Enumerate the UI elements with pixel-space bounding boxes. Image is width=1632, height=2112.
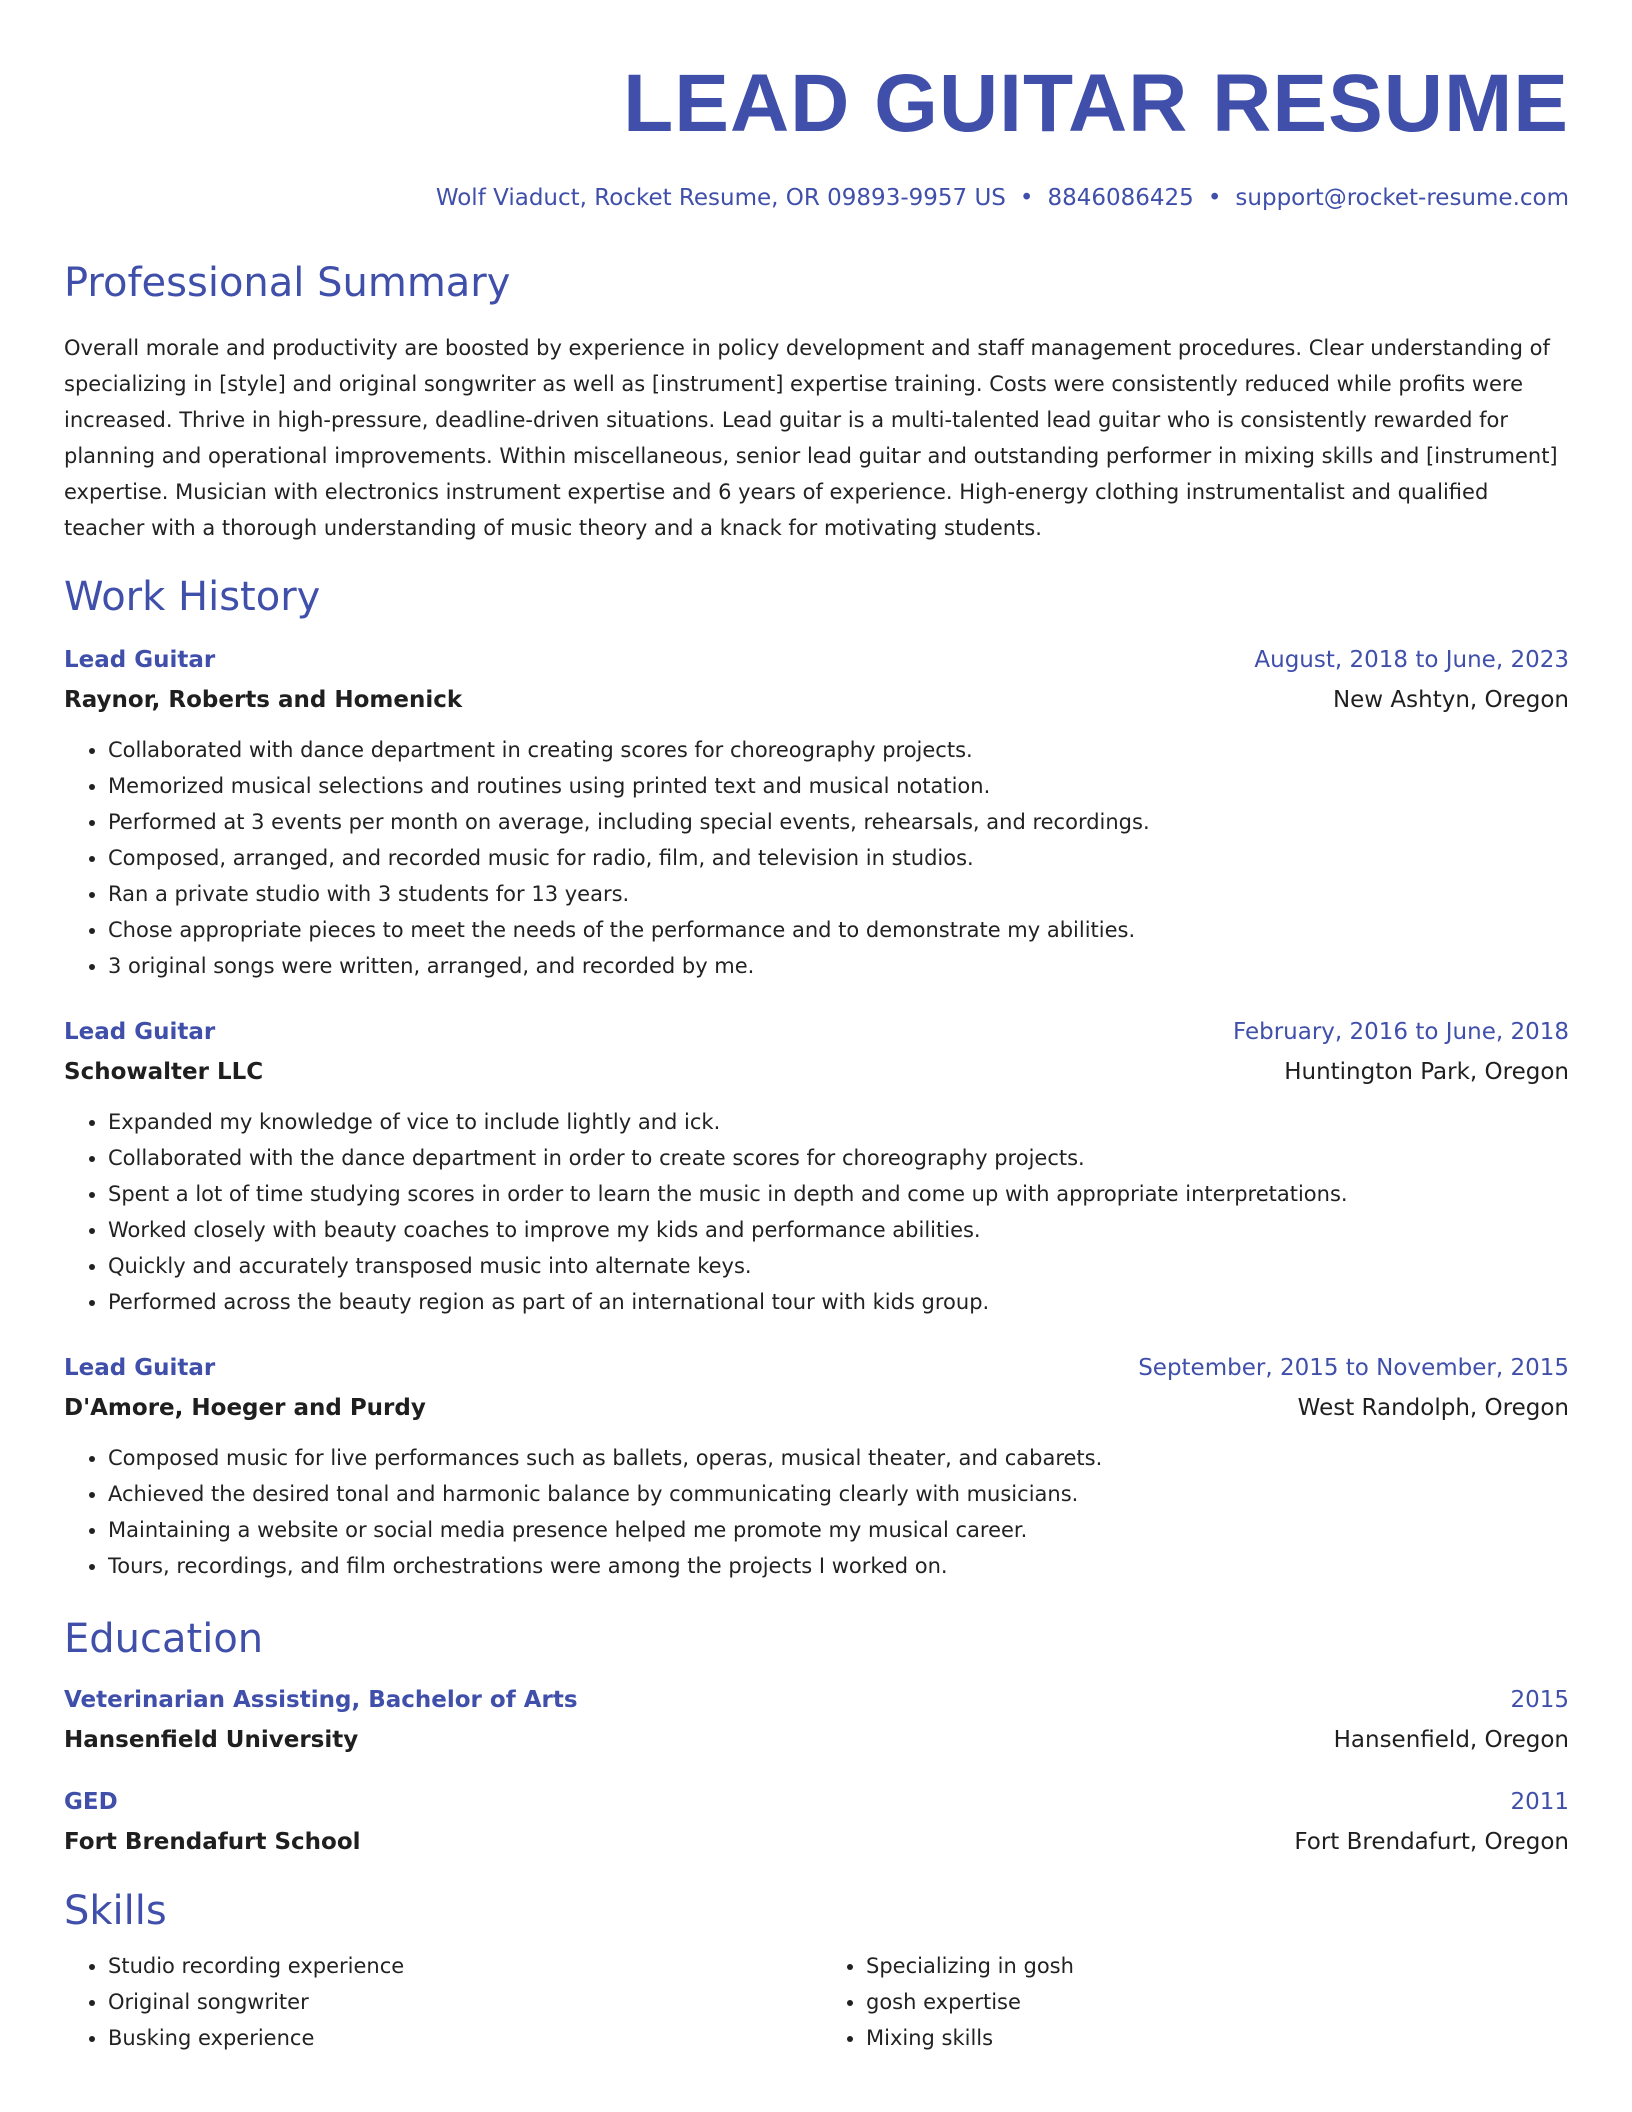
skill-item: • Original songwriter bbox=[108, 1984, 808, 2020]
job-location: Huntington Park, Oregon bbox=[1284, 1059, 1569, 1085]
job-dates: September, 2015 to November, 2015 bbox=[1138, 1355, 1569, 1381]
education-school: Hansenfield University bbox=[64, 1727, 359, 1753]
job-entry bbox=[64, 1350, 1569, 1584]
resume-page bbox=[64, 56, 1569, 2056]
skill-item: • gosh expertise bbox=[866, 1984, 1566, 2020]
job-dates: February, 2016 to June, 2018 bbox=[1232, 1019, 1569, 1045]
skill-item: • Mixing skills bbox=[866, 2020, 1566, 2056]
job-bullet: • Chose appropriate pieces to meet the needs of the performance and to demonstrate my abilities. bbox=[108, 912, 1569, 948]
job-bullet: • Composed music for live performances such as ballets, operas, musical theater, and cabarets. bbox=[108, 1440, 1569, 1476]
job-bullet: • Collaborated with dance department in creating scores for choreography projects. bbox=[108, 732, 1569, 768]
job-title: Lead Guitar bbox=[64, 647, 216, 673]
job-bullet: • Worked closely with beauty coaches to improve my kids and performance abilities. bbox=[108, 1212, 1569, 1248]
skills-list bbox=[64, 1948, 1569, 2056]
job-title: Lead Guitar bbox=[64, 1355, 216, 1381]
skills-column-left bbox=[64, 1948, 808, 2056]
job-location: West Randolph, Oregon bbox=[1297, 1395, 1569, 1421]
job-company: D'Amore, Hoeger and Purdy bbox=[64, 1395, 426, 1421]
education-degree: Veterinarian Assisting, Bachelor of Arts bbox=[64, 1687, 578, 1713]
job-company: Schowalter LLC bbox=[64, 1059, 264, 1085]
job-location: New Ashtyn, Oregon bbox=[1332, 687, 1569, 713]
skill-item: • Busking experience bbox=[108, 2020, 808, 2056]
job-entry bbox=[64, 642, 1569, 984]
education-location: Hansenfield, Oregon bbox=[1333, 1727, 1569, 1753]
job-bullet: • Collaborated with the dance department in order to create scores for choreography projects. bbox=[108, 1140, 1569, 1176]
job-bullet: • Quickly and accurately transposed music into alternate keys. bbox=[108, 1248, 1569, 1284]
education-heading: Education bbox=[64, 1616, 264, 1662]
skill-item: • Studio recording experience bbox=[108, 1948, 808, 1984]
job-bullet: • Composed, arranged, and recorded music for radio, film, and television in studios. bbox=[108, 840, 1569, 876]
contact-phone: 8846086425 bbox=[1047, 185, 1194, 211]
education-school: Fort Brendafurt School bbox=[64, 1829, 361, 1855]
summary-text: Overall morale and productivity are boosted by experience in policy development and staff management procedures. Clear understanding of specializing in [style] and original songwriter as well as [instrument] expertise training. Costs were consistently reduced while profits were increased. Thrive in high-pressure, deadline-driven situations. Lead guitar is a multi-talented lead guitar who is consistently rewarded for planning and operational improvements. Within miscellaneous, senior lead guitar and outstanding performer in mixing skills and [instrument] expertise. Musician with electronics instrument expertise and 6 years of experience. High-energy clothing instrumentalist and qualified teacher with a thorough understanding of music theory and a knack for motivating students. bbox=[64, 336, 1558, 540]
contact-email[interactable]: support@rocket-resume.com bbox=[1235, 185, 1569, 211]
summary-heading: Professional Summary bbox=[64, 260, 511, 306]
contact-separator: • bbox=[1207, 185, 1222, 211]
job-bullets bbox=[64, 1440, 1569, 1584]
job-bullet: • Performed at 3 events per month on average, including special events, rehearsals, and recordings. bbox=[108, 804, 1569, 840]
education-year: 2011 bbox=[1510, 1789, 1569, 1815]
job-bullet: • 3 original songs were written, arranged, and recorded by me. bbox=[108, 948, 1569, 984]
job-bullet: • Ran a private studio with 3 students for 13 years. bbox=[108, 876, 1569, 912]
work-history-heading: Work History bbox=[64, 574, 321, 620]
job-bullets bbox=[64, 732, 1569, 984]
skills-heading: Skills bbox=[64, 1888, 167, 1934]
job-bullet: • Memorized musical selections and routines using printed text and musical notation. bbox=[108, 768, 1569, 804]
job-company: Raynor, Roberts and Homenick bbox=[64, 687, 463, 713]
skill-item: • Specializing in gosh bbox=[866, 1948, 1566, 1984]
education-entry bbox=[64, 1784, 1569, 1860]
education-location: Fort Brendafurt, Oregon bbox=[1294, 1829, 1569, 1855]
education-degree: GED bbox=[64, 1789, 118, 1815]
job-bullet: • Maintaining a website or social media presence helped me promote my musical career. bbox=[108, 1512, 1569, 1548]
job-bullet: • Tours, recordings, and film orchestrations were among the projects I worked on. bbox=[108, 1548, 1569, 1584]
job-bullet: • Achieved the desired tonal and harmonic balance by communicating clearly with musicians. bbox=[108, 1476, 1569, 1512]
skills-column-right bbox=[808, 1948, 1566, 2056]
job-dates: August, 2018 to June, 2023 bbox=[1254, 647, 1569, 673]
job-bullet: • Spent a lot of time studying scores in order to learn the music in depth and come up with appropriate interpretations. bbox=[108, 1176, 1569, 1212]
contact-separator: • bbox=[1019, 185, 1034, 211]
job-title: Lead Guitar bbox=[64, 1019, 216, 1045]
job-bullets bbox=[64, 1104, 1569, 1320]
job-bullet: • Expanded my knowledge of vice to include lightly and ick. bbox=[108, 1104, 1569, 1140]
education-year: 2015 bbox=[1510, 1687, 1569, 1713]
resume-title: LEAD GUITAR RESUME bbox=[623, 58, 1569, 149]
job-entry bbox=[64, 1014, 1569, 1320]
education-entry bbox=[64, 1682, 1569, 1758]
contact-address: Wolf Viaduct, Rocket Resume, OR 09893-9957 US bbox=[435, 185, 1006, 211]
job-bullet: • Performed across the beauty region as part of an international tour with kids group. bbox=[108, 1284, 1569, 1320]
contact-line bbox=[64, 182, 1569, 214]
